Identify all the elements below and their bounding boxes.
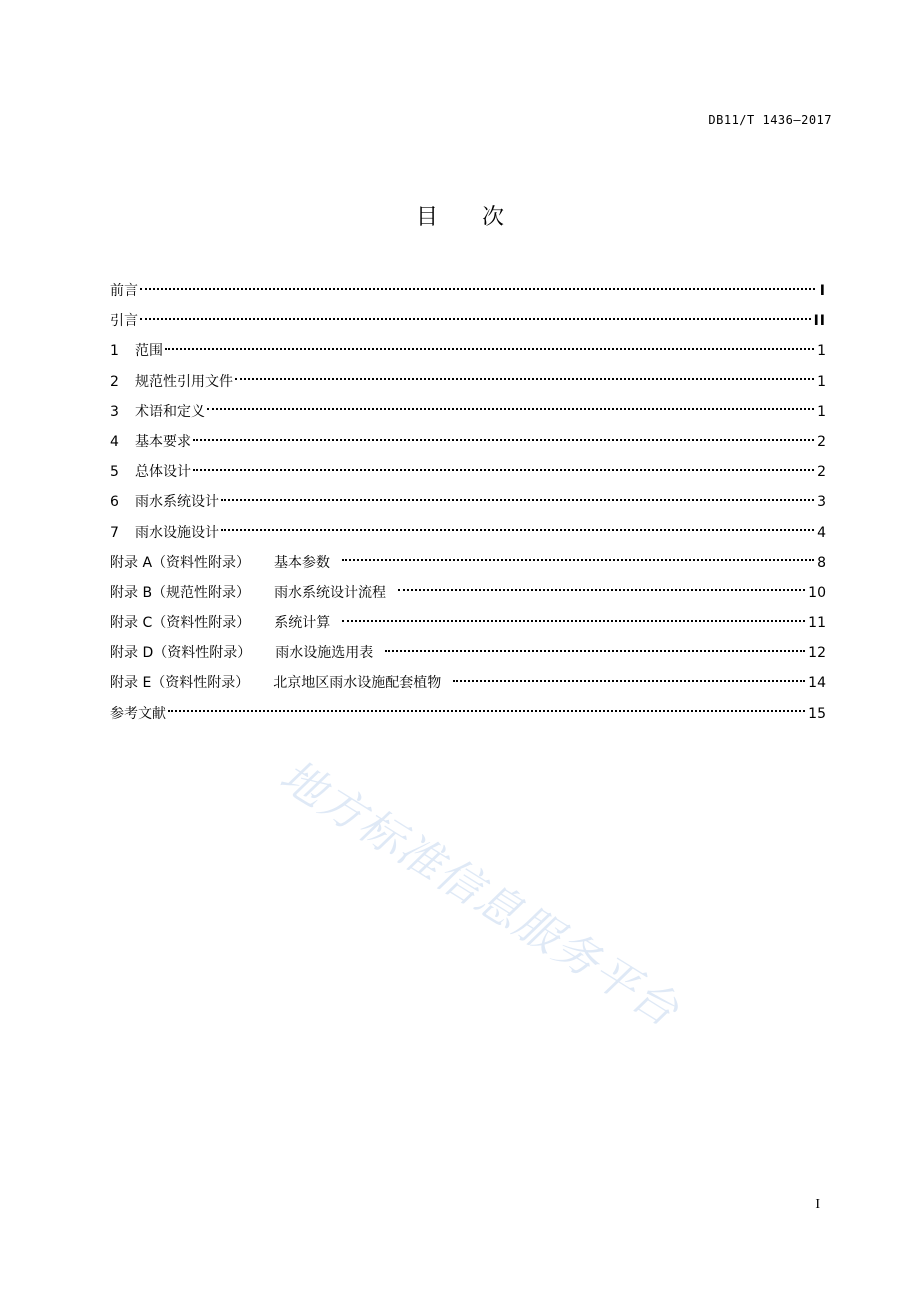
toc-appendix-label: 附录 C（资料性附录） [110,615,251,632]
toc-entry-label [110,668,441,698]
toc-page-number: 1 [817,403,826,420]
toc-leader-dots [342,619,805,622]
table-of-contents [110,276,826,729]
toc-appendix-label: 附录 A（资料性附录） [110,554,251,571]
toc-entry-appendix-a[interactable] [110,548,826,578]
toc-entry-label: 参考文献 [110,705,166,722]
toc-page-number: 4 [817,524,826,541]
toc-leader-dots [385,649,805,652]
toc-section-number: 3 [110,403,119,420]
toc-entry-section-5[interactable] [110,457,826,487]
document-code: DB11/T 1436—2017 [708,113,832,127]
toc-page-number: 12 [808,645,826,662]
toc-title [0,200,920,231]
toc-entry-label: 雨水系统设计 [135,494,219,511]
toc-leader-dots [168,709,805,712]
toc-entry-label [110,608,330,638]
toc-appendix-label: 附录 D（资料性附录） [110,645,252,662]
toc-appendix-title: 雨水系统设计流程 [274,584,387,601]
toc-leader-dots [193,438,814,441]
toc-entry-section-4[interactable] [110,427,826,457]
toc-entry-label [110,578,386,608]
toc-entry-label: 引言 [110,313,138,330]
toc-entry-label [110,548,330,578]
toc-leader-dots [342,558,814,561]
toc-leader-dots [140,317,811,320]
toc-entry-label: 雨水设施设计 [135,524,219,541]
toc-appendix-title: 系统计算 [274,615,331,632]
toc-appendix-title: 北京地区雨水设施配套植物 [273,675,442,692]
toc-section-number: 2 [110,373,119,390]
toc-section-number: 5 [110,464,119,481]
toc-entry-section-6[interactable] [110,487,826,517]
toc-entry-label: 前言 [110,283,138,299]
toc-entry-label: 基本要求 [135,433,191,450]
toc-section-number: 7 [110,524,119,541]
toc-entry-section-7[interactable] [110,518,826,548]
toc-appendix-title: 雨水设施选用表 [275,645,374,662]
toc-entry-section-3[interactable] [110,397,826,427]
toc-appendix-label: 附录 B（规范性附录） [110,584,251,601]
toc-leader-dots [453,679,805,682]
toc-page-number: I [819,283,826,299]
toc-appendix-label: 附录 E（资料性附录） [110,675,250,692]
toc-title-char-1: 目 [415,205,438,230]
toc-leader-dots [221,498,814,501]
toc-entry-label: 术语和定义 [135,403,205,420]
toc-entry-label: 总体设计 [135,464,191,481]
toc-section-number: 1 [110,343,119,360]
toc-leader-dots [165,347,814,350]
toc-page-number: 2 [817,433,826,450]
toc-entry-appendix-d[interactable] [110,638,826,668]
toc-page-number: 8 [817,554,826,571]
toc-title-char-2: 次 [482,205,505,230]
toc-entry-bibliography[interactable] [110,699,826,729]
toc-entry-appendix-b[interactable] [110,578,826,608]
toc-entry-appendix-c[interactable] [110,608,826,638]
toc-page-number: 1 [817,343,826,360]
toc-page-number: 1 [817,373,826,390]
page-number: I [815,1197,820,1212]
toc-leader-dots [235,377,814,380]
watermark-text: 地方标准信息服务平台 [271,750,689,1038]
toc-entry-section-1[interactable] [110,336,826,366]
toc-leader-dots [140,287,815,290]
toc-entry-label: 范围 [135,343,163,360]
toc-leader-dots [398,588,805,591]
toc-page-number: 2 [817,464,826,481]
toc-page-number: II [813,313,826,330]
toc-leader-dots [193,468,814,471]
toc-page-number: 10 [808,584,826,601]
toc-page-number: 11 [808,615,826,632]
toc-entry-label [110,638,373,668]
toc-section-number: 4 [110,433,119,450]
toc-entry-preface[interactable] [110,276,826,306]
toc-entry-label: 规范性引用文件 [135,373,233,390]
toc-appendix-title: 基本参数 [274,554,331,571]
toc-leader-dots [207,407,814,410]
toc-section-number: 6 [110,494,119,511]
toc-entry-introduction[interactable] [110,306,826,336]
toc-leader-dots [221,528,814,531]
toc-entry-appendix-e[interactable] [110,668,826,698]
toc-page-number: 14 [808,675,826,692]
toc-entry-section-2[interactable] [110,367,826,397]
toc-page-number: 15 [808,705,826,722]
toc-page-number: 3 [817,494,826,511]
